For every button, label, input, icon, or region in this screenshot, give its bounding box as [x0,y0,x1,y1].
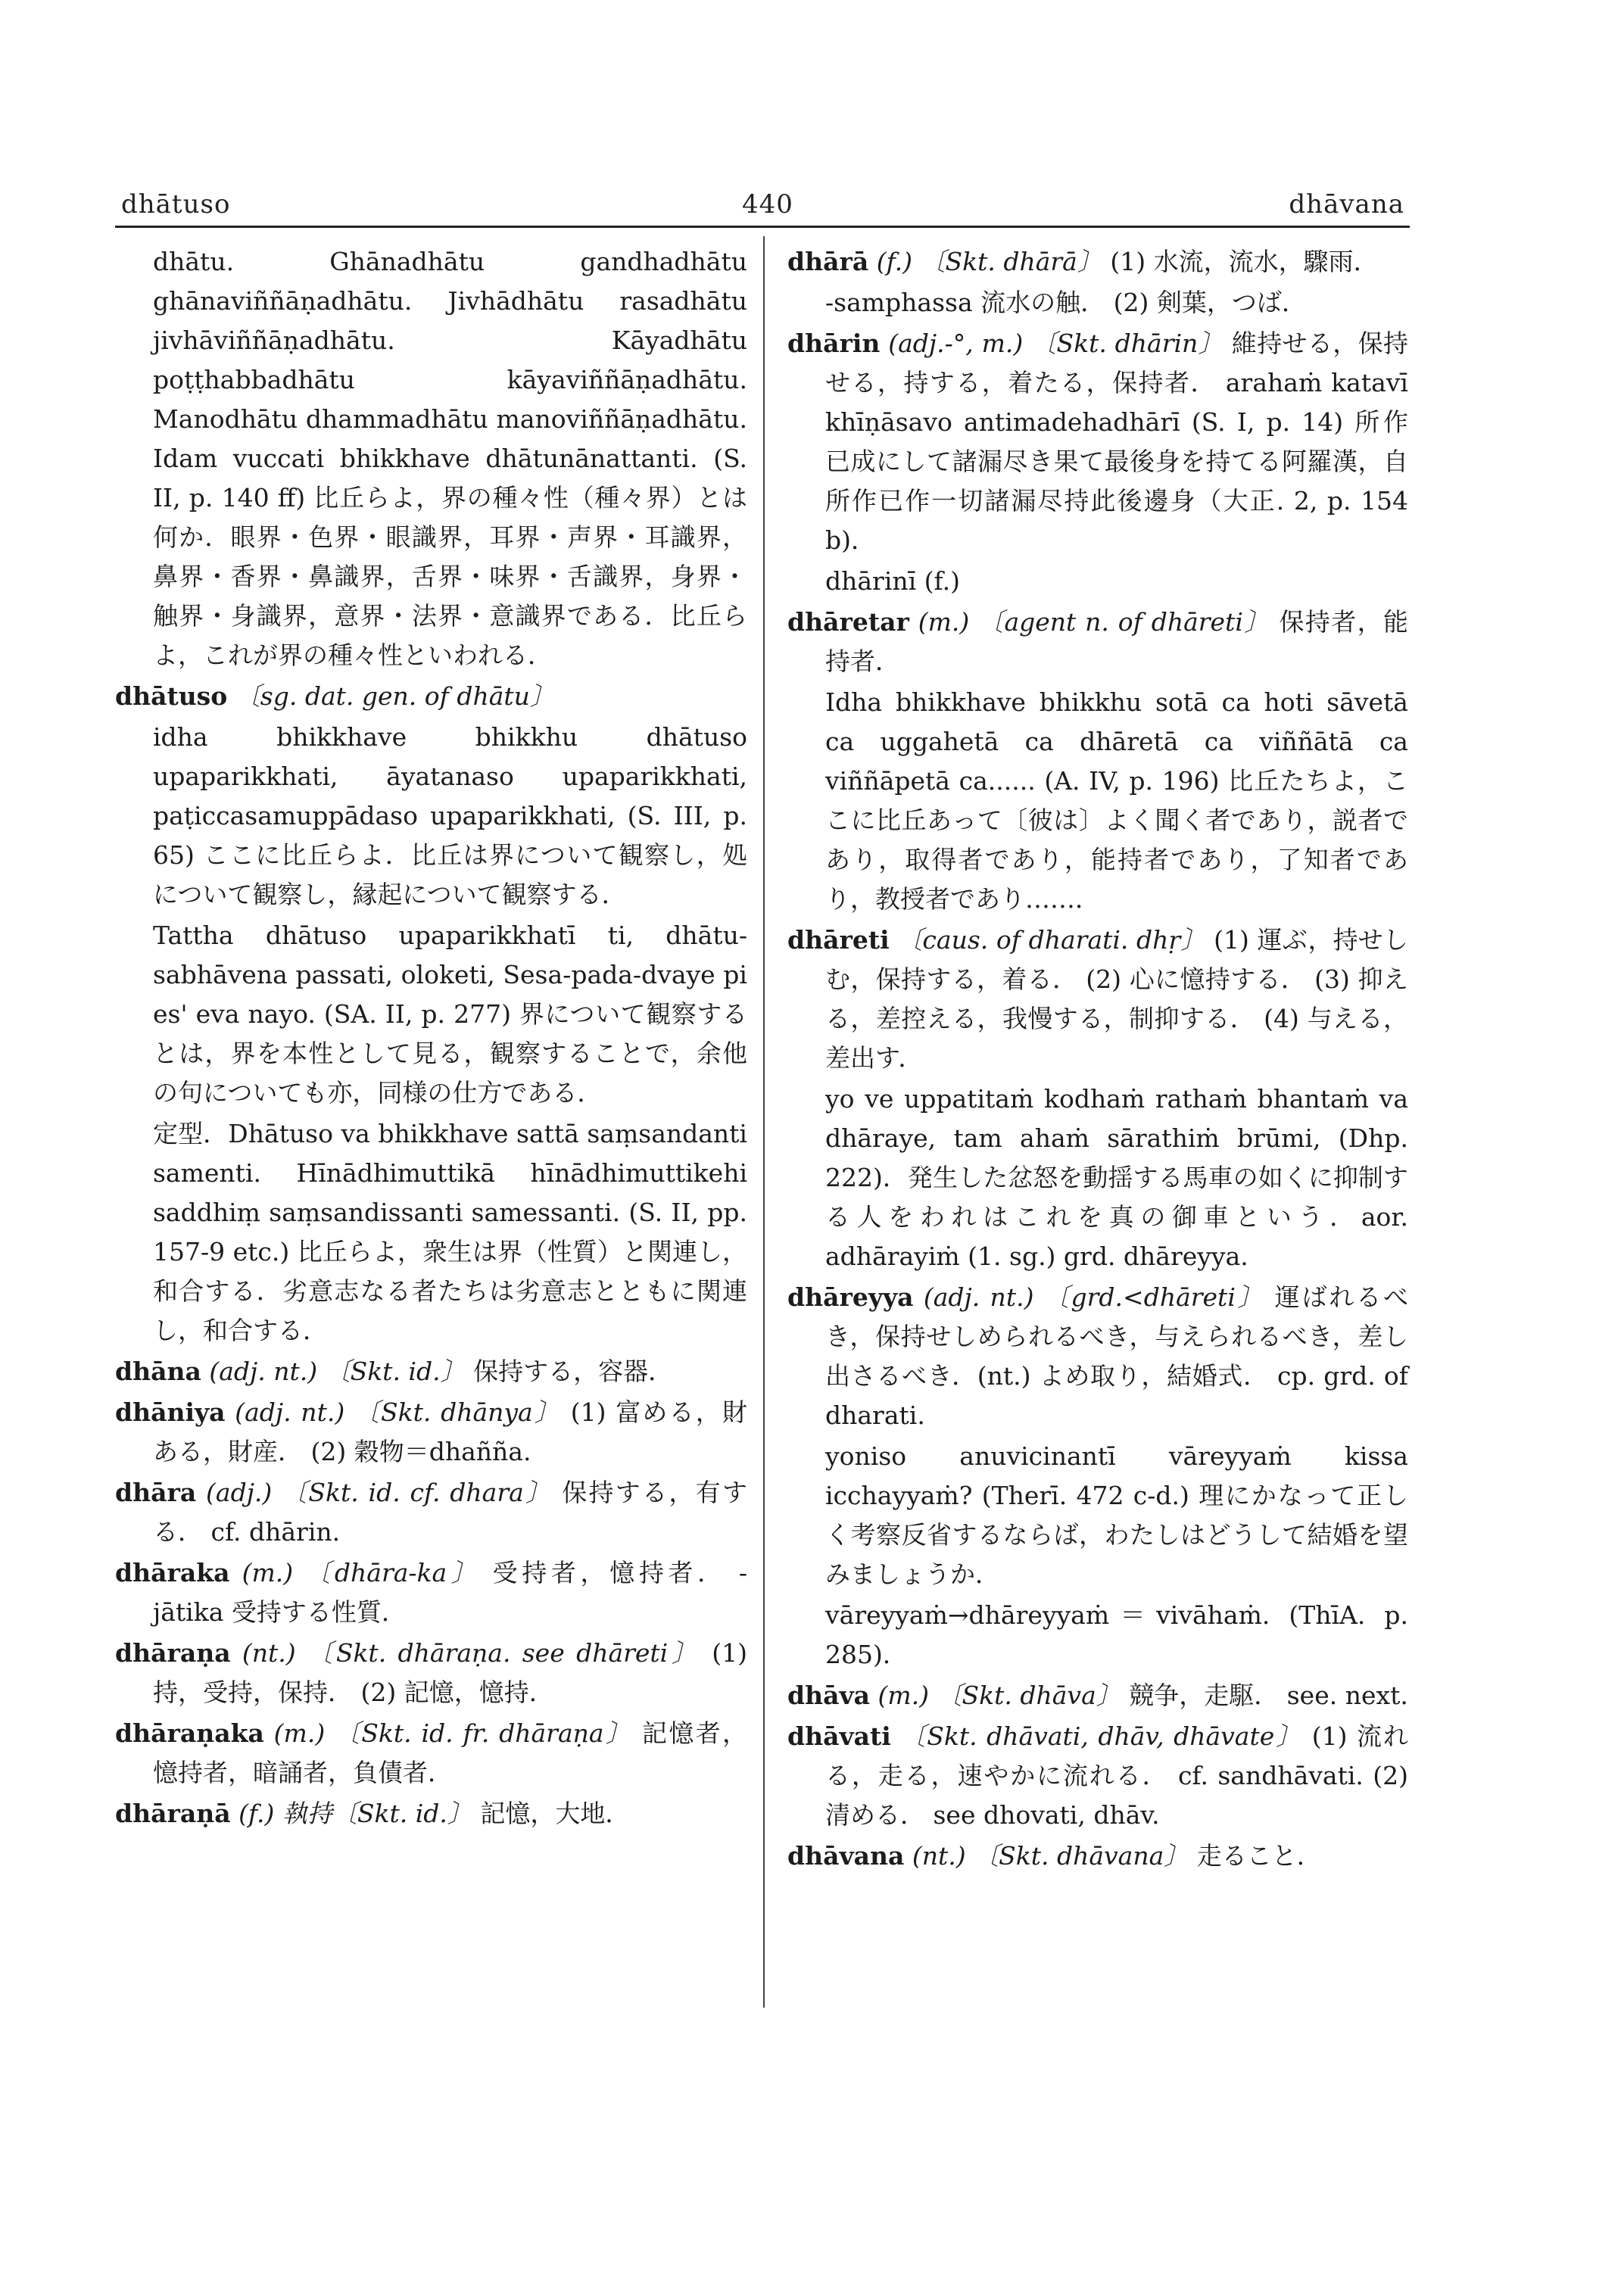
entry-continuation: dhārinī (f.) [825,566,960,596]
dictionary-entry [115,1794,747,1833]
dictionary-entry [115,1634,747,1712]
grammar-note: (f.) 〔Skt. dhārā〕 [876,247,1102,276]
definition-text: 受持者，憶持者． -jātika 受持する性質． [153,1558,748,1627]
left-column [115,242,747,1835]
definition-text: 保持する，有する． cf. dhārin. [153,1478,747,1547]
dictionary-entry [115,1553,747,1632]
dictionary-entry [787,1837,1408,1876]
definition-text: (1) 流れる，走る，速やかに流れる． cf. sandhāvati. (2) 清める． see dhovati, dhāv. [825,1721,1408,1830]
grammar-note: (m.) 〔Skt. dhāva〕 [877,1681,1121,1710]
definition-text: (1) 水流，流水，驟雨． [1110,247,1379,276]
entry-continuation: -samphassa 流水の触． (2) 剣葉，つば． [825,288,1307,317]
right-column [787,242,1408,1877]
headword: dhāraka [115,1558,230,1587]
headword: dhāvana [787,1841,905,1871]
continued-text: dhātu. Ghānadhātu gandhadhātu ghānaviññāṇadhātu. Jivhādhātu rasadhātu jivhāviññāṇadhātu. Kāyadhātu poṭṭhabbadhātu kāyaviññāṇadhātu. Manodhātu dhammadhātu manoviññāṇadhātu. Idam vuccati bhikkhave dhātunānattanti. (S. II, p. 140 ff) 比丘らよ，界の種々性（種々界）とは何か．眼界・色界・眼識界，耳界・声界・耳識界，鼻界・香界・鼻識界，舌界・味界・舌識界，身界・触界・身識界，意界・法界・意識界である．比丘らよ，これが界の種々性といわれる． [153,247,747,670]
headword: dhārā [787,247,869,276]
grammar-note: (f.) 執持〔Skt. id.〕 [238,1799,472,1828]
definition-text: 走ること． [1196,1841,1322,1871]
dictionary-entry [787,324,1408,560]
entry-continuation: vāreyyaṁ→dhāreyyaṁ＝vivāhaṁ. (ThīA. p. 285)． [825,1600,1408,1669]
headword: dhāna [115,1357,201,1386]
grammar-note: 〔Skt. dhāvati, dhāv, dhāvate〕 [900,1721,1303,1751]
grammar-note: (adj. nt.) 〔Skt. dhānya〕 [235,1397,562,1427]
dictionary-entry [787,1717,1408,1835]
header-rule [115,226,1410,228]
entry-continuation: Tattha dhātuso upaparikkhatī ti, dhātu-sabhāvena passati, oloketi, Sesa-pada-dvaye pi es' eva nayo. (SA. II, p. 277) 界について観察するとは，界を本性として見る，観察することで，余他の句についても亦，同様の仕方である． [153,921,747,1108]
dictionary-entry [115,677,747,716]
dictionary-entry [115,1473,747,1552]
definition-text: 維持せる，保持せる，持する，着たる，保持者． arahaṁ katavī khīṇāsavo antimadehadhārī (S. I, p. 14) 所作已成にして諸漏尽き果て最後身を持てる阿羅漢，自所作已作一切諸漏尽持此後邊身（大正. 2, p. 154 b)． [825,329,1409,555]
definition-text: (1) 富める，財ある，財産． (2) 穀物＝dhañña. [153,1397,747,1466]
headword: dhāvati [787,1721,891,1751]
running-head-left: dhātuso [121,189,231,220]
column-divider [763,236,765,2008]
dictionary-entry [115,1352,747,1391]
definition-text: 記憶者，憶持者，暗誦者，負債者． [153,1718,747,1787]
headword: dhātuso [115,681,228,711]
headword: dhāra [115,1478,197,1507]
definition-text: 保持者，能持者． [825,607,1408,676]
grammar-note: (adj. nt.) 〔grd.<dhāreti〕 [923,1282,1265,1312]
dictionary-entry [115,1393,747,1472]
definition-text: 競争，走駆． see. next. [1129,1681,1408,1710]
running-head-right: dhāvana [1289,189,1404,220]
dictionary-entry [787,242,1408,282]
entry-continuation: 定型．Dhātuso va bhikkhave sattā saṃsandanti samenti. Hīnādhimuttikā hīnādhimuttikehi saddhiṃ saṃsandissanti samessanti. (S. II, pp. 157-9 etc.) 比丘らよ，衆生は界（性質）と関連し，和合する．劣意志なる者たちは劣意志とともに関連し，和合する． [153,1119,747,1345]
entry-continuation: yoniso anuvicinantī vāreyyaṁ kissa icchayyaṁ? (Therī. 472 c-d.) 理にかなって正しく考察反省するならば，わたしはどうして結婚を望みましょうか． [825,1441,1408,1589]
grammar-note: (adj.-°, m.) 〔Skt. dhārin〕 [888,329,1224,358]
page-number: 440 [742,189,793,220]
headword: dhāraṇaka [115,1718,264,1748]
grammar-note: 〔sg. dat. gen. of dhātu〕 [235,681,555,711]
dictionary-entry [787,921,1408,1078]
grammar-note: (adj. nt.) 〔Skt. id.〕 [209,1357,466,1386]
definition-text: 運ばれるべき，保持せしめられるべき，与えられるべき，差し出さるべき．(nt.) よめ取り，結婚式． cp. grd. of dharati. [825,1282,1408,1430]
entry-continuation: yo ve uppatitaṁ kodhaṁ rathaṁ bhantaṁ va dhāraye, tam ahaṁ sārathiṁ brūmi, (Dhp. 222)．発生した忿怒を動揺する馬車の如くに抑制する人をわれはこれを真の御車という．aor. adhārayiṁ (1. sg.) grd. dhāreyya. [825,1084,1408,1271]
dictionary-entry [115,1714,747,1793]
grammar-note: (nt.) 〔Skt. dhāvana〕 [912,1841,1189,1871]
dictionary-entry [787,1278,1408,1435]
definition-text: 保持する，容器． [473,1357,674,1386]
entry-continuation: Idha bhikkhave bhikkhu sotā ca hoti sāvetā ca uggahetā ca dhāretā ca viññātā ca viññāpetā ca...... (A. IV, p. 196) 比丘たちよ，ここに比丘あって〔彼は〕よく聞く者であり，説者であり，取得者であり，能持者であり，了知者であり，教授者であり……． [825,687,1408,914]
definition-text: (1) 運ぶ，持せしむ，保持する，着る． (2) 心に憶持する． (3) 抑える，差控える，我慢する，制抑する． (4) 与える，差出す． [825,925,1408,1073]
headword: dhāreti [787,925,890,955]
headword: dhāreyya [787,1282,914,1312]
dictionary-entry [787,1676,1408,1715]
entry-continuation: idha bhikkhave bhikkhu dhātuso upaparikkhati, āyatanaso upaparikkhati, paṭiccasamuppādaso upaparikkhati, (S. III, p. 65) ここに比丘らよ．比丘は界について観察し，処について観察し，縁起について観察する． [153,722,747,909]
headword: dhāniya [115,1397,226,1427]
grammar-note: 〔caus. of dharati. dhṛ〕 [897,925,1206,955]
grammar-note: (m.) 〔dhāra-ka〕 [242,1558,481,1587]
headword: dhāva [787,1681,871,1710]
grammar-note: (adj.) 〔Skt. id. cf. dhara〕 [206,1478,553,1507]
headword: dhāretar [787,607,909,637]
headword: dhāraṇā [115,1799,231,1828]
grammar-note: (m.) 〔agent n. of dhāreti〕 [918,607,1270,637]
headword: dhārin [787,329,881,358]
definition-text: (1) 持，受持，保持． (2) 記憶，憶持． [153,1638,747,1707]
dictionary-entry [787,603,1408,681]
headword: dhāraṇa [115,1638,231,1668]
definition-text: 記憶，大地． [480,1799,631,1828]
grammar-note: (m.) 〔Skt. id. fr. dhāraṇa〕 [273,1718,633,1748]
grammar-note: (nt.) 〔Skt. dhāraṇa. see dhāreti〕 [242,1638,700,1668]
